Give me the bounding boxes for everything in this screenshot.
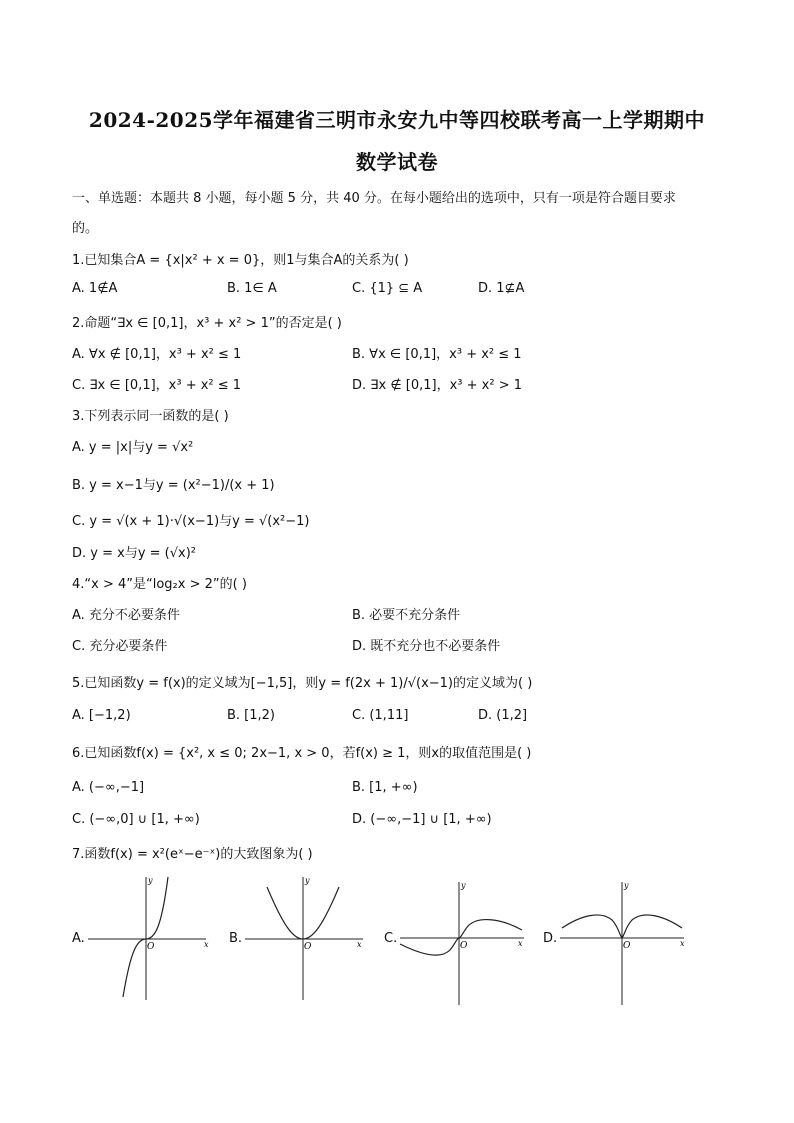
question-5-stem: 5.已知函数y = f(x)的定义域为[−1,5]，则y = f(2x + 1)/√(x−1)的定义域为( ) [72,676,533,691]
question-3-option-b: B. y = x−1与y = (x²−1)/(x + 1) [72,478,275,493]
graph-d [560,880,690,1005]
question-4-stem: 4.“x > 4”是“log₂x > 2”的( ) [72,577,247,592]
section-instruction-line2: 的。 [72,221,99,236]
question-6-option-d: D. (−∞,−1] ∪ [1, +∞) [352,812,492,827]
graph-a-origin-label: O [147,942,155,952]
graph-d-label: D. [543,931,558,946]
graph-c-x-label: x [518,939,523,948]
exam-title-line2: 数学试卷 [356,150,438,174]
graph-c-label: C. [384,931,398,946]
graph-d-y-label: y [624,881,629,890]
graph-a-y-label: y [148,876,153,885]
graph-c [400,880,530,1005]
question-2-option-d: D. ∃x ∉ [0,1]，x³ + x² > 1 [352,378,522,393]
exam-title-line1: 2024-2025学年福建省三明市永安九中等四校联考高一上学期期中 [88,108,706,132]
question-2-option-a: A. ∀x ∉ [0,1]，x³ + x² ≤ 1 [72,347,242,362]
graph-d-x-label: x [680,939,685,948]
graph-b-y-label: y [305,876,310,885]
graph-c-origin-label: O [460,941,468,951]
graph-a-x-label: x [204,940,209,949]
graph-a [88,875,210,1000]
question-5-option-a: A. [−1,2) [72,708,131,723]
question-2-option-c: C. ∃x ∈ [0,1]，x³ + x² ≤ 1 [72,378,242,393]
graph-c-y-label: y [461,881,466,890]
question-3-option-c: C. y = √(x + 1)·√(x−1)与y = √(x²−1) [72,514,310,529]
question-3-option-d: D. y = x与y = (√x)² [72,546,197,561]
question-3-option-a: A. y = |x|与y = √x² [72,440,194,455]
graph-b-x-label: x [357,940,362,949]
section-instruction-line1: 一、单选题：本题共 8 小题，每小题 5 分，共 40 分。在每小题给出的选项中，只有一项是符合题目要求 [72,191,676,206]
question-4-option-d: D. 既不充分也不必要条件 [352,639,501,654]
graph-a-label: A. [72,931,85,946]
question-1-option-a: A. 1∉A [72,281,118,296]
graph-b [245,875,367,1000]
question-4-option-a: A. 充分不必要条件 [72,608,180,623]
question-2-option-b: B. ∀x ∈ [0,1]，x³ + x² ≤ 1 [352,347,522,362]
graph-b-label: B. [229,931,243,946]
question-4-option-c: C. 充分必要条件 [72,639,168,654]
question-1-option-d: D. 1⊈A [478,281,525,296]
question-6-option-c: C. (−∞,0] ∪ [1, +∞) [72,812,200,827]
graph-d-origin-label: O [623,941,631,951]
question-4-option-b: B. 必要不充分条件 [352,608,461,623]
question-1-stem: 1.已知集合A = {x|x² + x = 0}，则1与集合A的关系为( ) [72,253,409,268]
question-1-option-b: B. 1∈ A [227,281,277,296]
question-5-option-d: D. (1,2] [478,708,528,723]
question-6-option-b: B. [1, +∞) [352,780,418,795]
question-2-stem: 2.命题“∃x ∈ [0,1]，x³ + x² > 1”的否定是( ) [72,316,342,331]
question-6-option-a: A. (−∞,−1] [72,780,145,795]
graph-b-origin-label: O [304,942,312,952]
question-7-stem: 7.函数f(x) = x²(eˣ−e⁻ˣ)的大致图象为( ) [72,847,313,862]
question-6-stem: 6.已知函数f(x) = {x², x ≤ 0; 2x−1, x > 0，若f(x) ≥ 1，则x的取值范围是( ) [72,746,532,761]
question-3-stem: 3.下列表示同一函数的是( ) [72,409,229,424]
question-1-option-c: C. {1} ⊆ A [352,281,423,296]
question-5-option-b: B. [1,2) [227,708,276,723]
question-5-option-c: C. (1,11] [352,708,409,723]
